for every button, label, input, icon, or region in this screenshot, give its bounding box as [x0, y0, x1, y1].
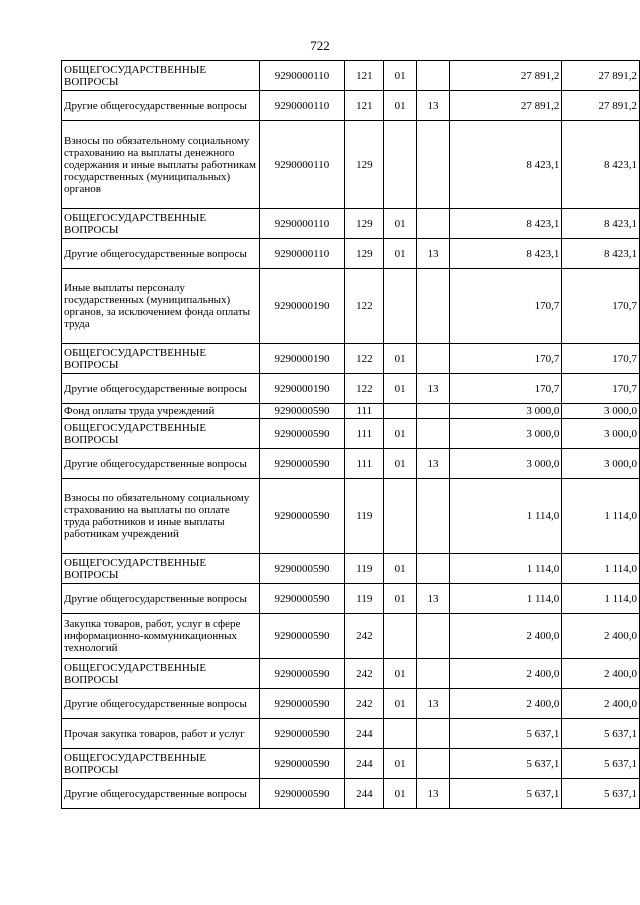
row-expense-type-cell: 111 — [345, 419, 384, 449]
row-expense-type-cell: 111 — [345, 449, 384, 479]
row-code-cell: 9290000110 — [259, 91, 345, 121]
row-code-cell: 9290000590 — [259, 719, 345, 749]
row-expense-type-cell: 122 — [345, 344, 384, 374]
row-expense-type-cell: 244 — [345, 779, 384, 809]
row-subsection-cell — [417, 209, 450, 239]
table-row — [62, 614, 640, 659]
row-name-cell: Прочая закупка товаров, работ и услуг — [62, 719, 260, 749]
row-amount-1-cell: 3 000,0 — [449, 404, 561, 419]
row-section-cell: 01 — [384, 554, 417, 584]
row-section-cell: 01 — [384, 584, 417, 614]
row-amount-2-cell: 1 114,0 — [562, 584, 640, 614]
row-name-cell: ОБЩЕГОСУДАРСТВЕННЫЕ ВОПРОСЫ — [62, 61, 260, 91]
row-code-cell: 9290000110 — [259, 239, 345, 269]
row-amount-1-cell: 27 891,2 — [449, 91, 561, 121]
row-amount-1-cell: 170,7 — [449, 344, 561, 374]
row-amount-1-cell: 3 000,0 — [449, 449, 561, 479]
table-row — [62, 584, 640, 614]
row-name-cell: Другие общегосударственные вопросы — [62, 689, 260, 719]
row-subsection-cell — [417, 554, 450, 584]
row-code-cell: 9290000590 — [259, 419, 345, 449]
table-row — [62, 91, 640, 121]
table-row — [62, 659, 640, 689]
row-subsection-cell: 13 — [417, 239, 450, 269]
row-subsection-cell: 13 — [417, 584, 450, 614]
row-section-cell: 01 — [384, 61, 417, 91]
row-section-cell — [384, 614, 417, 659]
table-row — [62, 209, 640, 239]
row-section-cell — [384, 121, 417, 209]
row-amount-1-cell: 3 000,0 — [449, 419, 561, 449]
row-subsection-cell — [417, 419, 450, 449]
table-row — [62, 419, 640, 449]
row-expense-type-cell: 242 — [345, 689, 384, 719]
row-section-cell: 01 — [384, 749, 417, 779]
row-section-cell: 01 — [384, 344, 417, 374]
row-section-cell: 01 — [384, 449, 417, 479]
table-row — [62, 269, 640, 344]
row-section-cell: 01 — [384, 419, 417, 449]
row-expense-type-cell: 129 — [345, 121, 384, 209]
row-code-cell: 9290000590 — [259, 479, 345, 554]
row-expense-type-cell: 119 — [345, 479, 384, 554]
row-expense-type-cell: 122 — [345, 374, 384, 404]
row-subsection-cell — [417, 344, 450, 374]
row-amount-2-cell: 5 637,1 — [562, 779, 640, 809]
row-expense-type-cell: 122 — [345, 269, 384, 344]
table-row — [62, 449, 640, 479]
row-amount-1-cell: 2 400,0 — [449, 614, 561, 659]
row-name-cell: Фонд оплаты труда учреждений — [62, 404, 260, 419]
row-subsection-cell: 13 — [417, 449, 450, 479]
row-subsection-cell — [417, 479, 450, 554]
table-row — [62, 719, 640, 749]
row-code-cell: 9290000110 — [259, 61, 345, 91]
row-amount-1-cell: 5 637,1 — [449, 749, 561, 779]
row-amount-2-cell: 5 637,1 — [562, 719, 640, 749]
row-expense-type-cell: 244 — [345, 719, 384, 749]
row-amount-2-cell: 8 423,1 — [562, 121, 640, 209]
row-code-cell: 9290000590 — [259, 659, 345, 689]
row-amount-2-cell: 2 400,0 — [562, 659, 640, 689]
row-subsection-cell — [417, 659, 450, 689]
table-row — [62, 374, 640, 404]
row-subsection-cell — [417, 614, 450, 659]
row-name-cell: Другие общегосударственные вопросы — [62, 91, 260, 121]
row-name-cell: ОБЩЕГОСУДАРСТВЕННЫЕ ВОПРОСЫ — [62, 749, 260, 779]
row-amount-1-cell: 8 423,1 — [449, 121, 561, 209]
row-section-cell: 01 — [384, 779, 417, 809]
row-amount-2-cell: 2 400,0 — [562, 614, 640, 659]
row-subsection-cell: 13 — [417, 779, 450, 809]
row-amount-1-cell: 27 891,2 — [449, 61, 561, 91]
row-amount-2-cell: 1 114,0 — [562, 554, 640, 584]
row-subsection-cell — [417, 404, 450, 419]
table-row — [62, 554, 640, 584]
row-code-cell: 9290000190 — [259, 344, 345, 374]
row-amount-1-cell: 2 400,0 — [449, 659, 561, 689]
row-subsection-cell — [417, 749, 450, 779]
row-expense-type-cell: 244 — [345, 749, 384, 779]
row-amount-2-cell: 3 000,0 — [562, 404, 640, 419]
table-row — [62, 749, 640, 779]
row-code-cell: 9290000590 — [259, 449, 345, 479]
row-amount-2-cell: 27 891,2 — [562, 91, 640, 121]
row-amount-2-cell: 170,7 — [562, 269, 640, 344]
row-name-cell: Взносы по обязательному социальному страхованию на выплаты денежного содержания и иные выплаты работникам государственных (муниципальных) органов — [62, 121, 260, 209]
row-section-cell: 01 — [384, 91, 417, 121]
row-name-cell: ОБЩЕГОСУДАРСТВЕННЫЕ ВОПРОСЫ — [62, 659, 260, 689]
row-amount-2-cell: 8 423,1 — [562, 239, 640, 269]
row-amount-2-cell: 170,7 — [562, 374, 640, 404]
table-row — [62, 689, 640, 719]
row-code-cell: 9290000190 — [259, 269, 345, 344]
row-amount-2-cell: 1 114,0 — [562, 479, 640, 554]
row-amount-1-cell: 8 423,1 — [449, 209, 561, 239]
row-expense-type-cell: 129 — [345, 239, 384, 269]
row-name-cell: ОБЩЕГОСУДАРСТВЕННЫЕ ВОПРОСЫ — [62, 419, 260, 449]
table-row — [62, 779, 640, 809]
row-code-cell: 9290000590 — [259, 554, 345, 584]
row-amount-1-cell: 170,7 — [449, 269, 561, 344]
row-name-cell: ОБЩЕГОСУДАРСТВЕННЫЕ ВОПРОСЫ — [62, 209, 260, 239]
row-amount-1-cell: 2 400,0 — [449, 689, 561, 719]
row-name-cell: Другие общегосударственные вопросы — [62, 584, 260, 614]
row-section-cell: 01 — [384, 689, 417, 719]
row-code-cell: 9290000590 — [259, 689, 345, 719]
row-expense-type-cell: 111 — [345, 404, 384, 419]
row-expense-type-cell: 119 — [345, 584, 384, 614]
row-subsection-cell — [417, 61, 450, 91]
row-expense-type-cell: 129 — [345, 209, 384, 239]
row-section-cell: 01 — [384, 209, 417, 239]
table-row — [62, 121, 640, 209]
row-name-cell: Другие общегосударственные вопросы — [62, 239, 260, 269]
row-amount-1-cell: 170,7 — [449, 374, 561, 404]
row-amount-2-cell: 27 891,2 — [562, 61, 640, 91]
row-name-cell: Другие общегосударственные вопросы — [62, 449, 260, 479]
row-code-cell: 9290000590 — [259, 614, 345, 659]
row-amount-1-cell: 1 114,0 — [449, 584, 561, 614]
row-name-cell: ОБЩЕГОСУДАРСТВЕННЫЕ ВОПРОСЫ — [62, 344, 260, 374]
row-subsection-cell: 13 — [417, 374, 450, 404]
row-subsection-cell — [417, 719, 450, 749]
page-number: 722 — [310, 38, 330, 53]
row-section-cell: 01 — [384, 659, 417, 689]
row-section-cell — [384, 404, 417, 419]
row-subsection-cell: 13 — [417, 689, 450, 719]
row-code-cell: 9290000190 — [259, 374, 345, 404]
row-expense-type-cell: 242 — [345, 614, 384, 659]
budget-table — [61, 60, 640, 809]
row-code-cell: 9290000590 — [259, 779, 345, 809]
row-name-cell: Другие общегосударственные вопросы — [62, 779, 260, 809]
row-name-cell: Иные выплаты персоналу государственных (муниципальных) органов, за исключением фонда оплаты труда — [62, 269, 260, 344]
table-row — [62, 344, 640, 374]
row-amount-1-cell: 5 637,1 — [449, 719, 561, 749]
row-name-cell: Взносы по обязательному социальному страхованию на выплаты по оплате труда работников и иные выплаты работникам учреждений — [62, 479, 260, 554]
row-subsection-cell: 13 — [417, 91, 450, 121]
row-amount-2-cell: 2 400,0 — [562, 689, 640, 719]
row-amount-2-cell: 3 000,0 — [562, 419, 640, 449]
row-amount-1-cell: 1 114,0 — [449, 479, 561, 554]
table-row — [62, 479, 640, 554]
row-section-cell: 01 — [384, 239, 417, 269]
row-amount-2-cell: 170,7 — [562, 344, 640, 374]
table-row — [62, 239, 640, 269]
row-amount-2-cell: 3 000,0 — [562, 449, 640, 479]
row-amount-1-cell: 8 423,1 — [449, 239, 561, 269]
table-row — [62, 61, 640, 91]
row-amount-1-cell: 1 114,0 — [449, 554, 561, 584]
row-code-cell: 9290000590 — [259, 404, 345, 419]
row-amount-2-cell: 8 423,1 — [562, 209, 640, 239]
row-code-cell: 9290000110 — [259, 209, 345, 239]
row-subsection-cell — [417, 121, 450, 209]
row-expense-type-cell: 242 — [345, 659, 384, 689]
row-section-cell — [384, 479, 417, 554]
row-code-cell: 9290000590 — [259, 584, 345, 614]
row-expense-type-cell: 121 — [345, 91, 384, 121]
row-name-cell: ОБЩЕГОСУДАРСТВЕННЫЕ ВОПРОСЫ — [62, 554, 260, 584]
row-section-cell — [384, 719, 417, 749]
row-expense-type-cell: 121 — [345, 61, 384, 91]
row-code-cell: 9290000590 — [259, 749, 345, 779]
row-section-cell: 01 — [384, 374, 417, 404]
row-subsection-cell — [417, 269, 450, 344]
row-section-cell — [384, 269, 417, 344]
table-row — [62, 404, 640, 419]
row-code-cell: 9290000110 — [259, 121, 345, 209]
row-name-cell: Закупка товаров, работ, услуг в сфере информационно-коммуникационных технологий — [62, 614, 260, 659]
row-expense-type-cell: 119 — [345, 554, 384, 584]
row-name-cell: Другие общегосударственные вопросы — [62, 374, 260, 404]
row-amount-2-cell: 5 637,1 — [562, 749, 640, 779]
row-amount-1-cell: 5 637,1 — [449, 779, 561, 809]
